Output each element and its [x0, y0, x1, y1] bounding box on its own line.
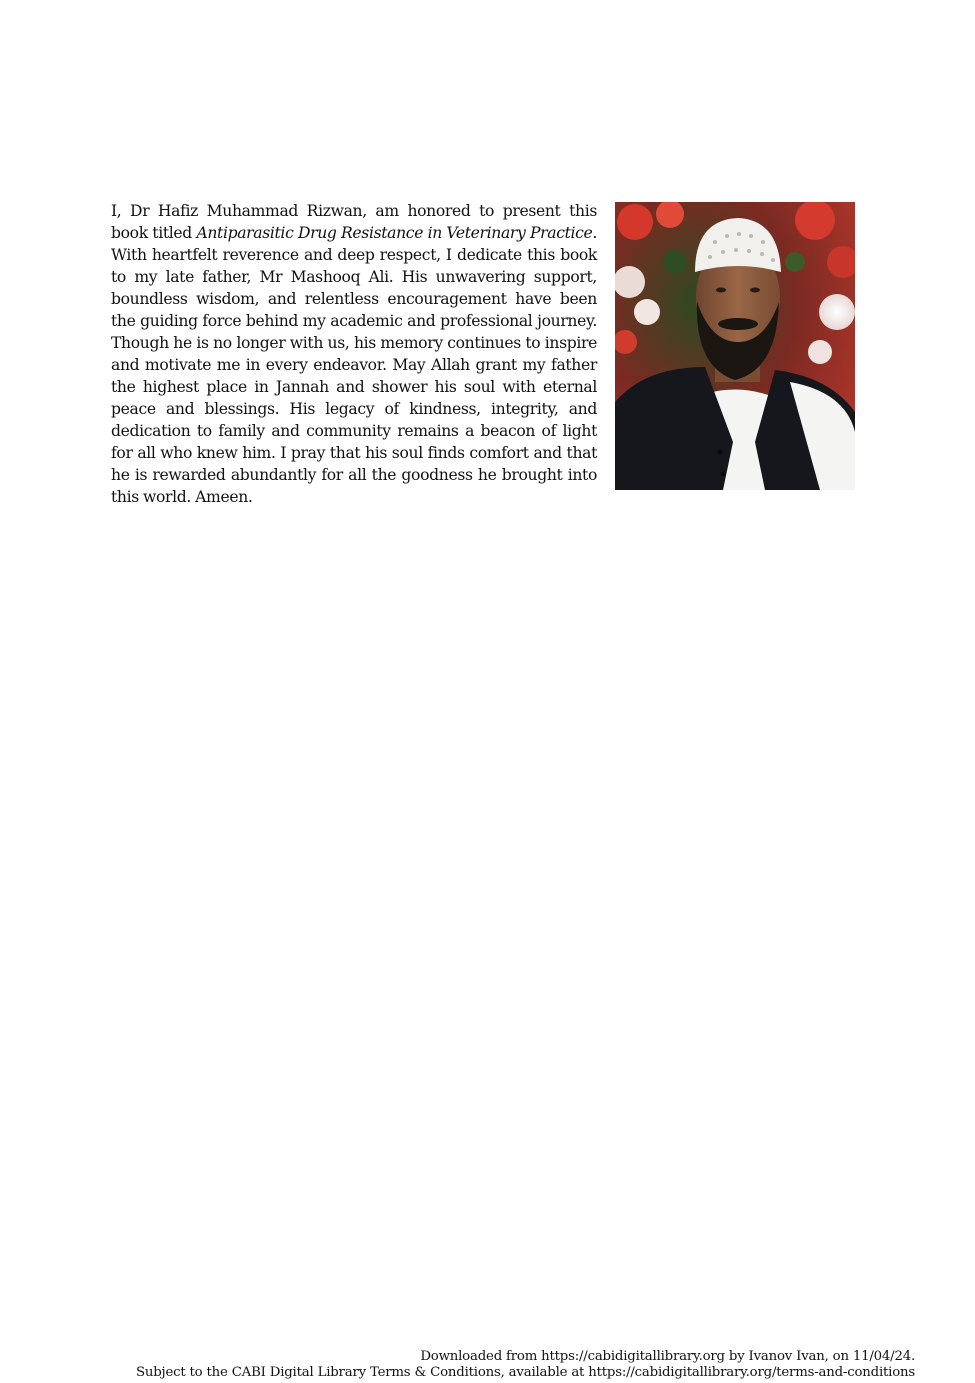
dedication-paragraph	[111, 200, 597, 508]
portrait-photo	[615, 202, 855, 490]
footer-download-line: Downloaded from https://cabidigitallibrary.org by Ivanov Ivan, on 11/04/24.	[420, 1349, 915, 1364]
book-title: Antiparasitic Drug Resistance in Veterinary Practice	[196, 224, 593, 242]
dedication-intro: I, Dr Hafiz Muhammad Rizwan, am honored to present this book titled	[111, 202, 597, 242]
download-footer	[136, 1349, 915, 1381]
footer-terms-line: Subject to the CABI Digital Library Terms & Conditions, available at https://cabidigitallibrary.org/terms-and-conditions	[135, 1365, 915, 1380]
dedication-body: . With heartfelt reverence and deep respect, I dedicate this book to my late father, Mr Mashooq Ali. His unwavering support, boundless wisdom, and relentless encouragement have been the guiding force behind my academic and professional journey. Though he is no longer with us, his memory continues to inspire and motivate me in every endeavor. May Allah grant my father the highest place in Jannah and shower his soul with eternal peace and blessings. His legacy of kindness, integrity, and dedication to family and community remains a beacon of light for all who knew him. I pray that his soul finds comfort and that he is rewarded abundantly for all the goodness he brought into this world. Ameen.	[111, 224, 598, 506]
